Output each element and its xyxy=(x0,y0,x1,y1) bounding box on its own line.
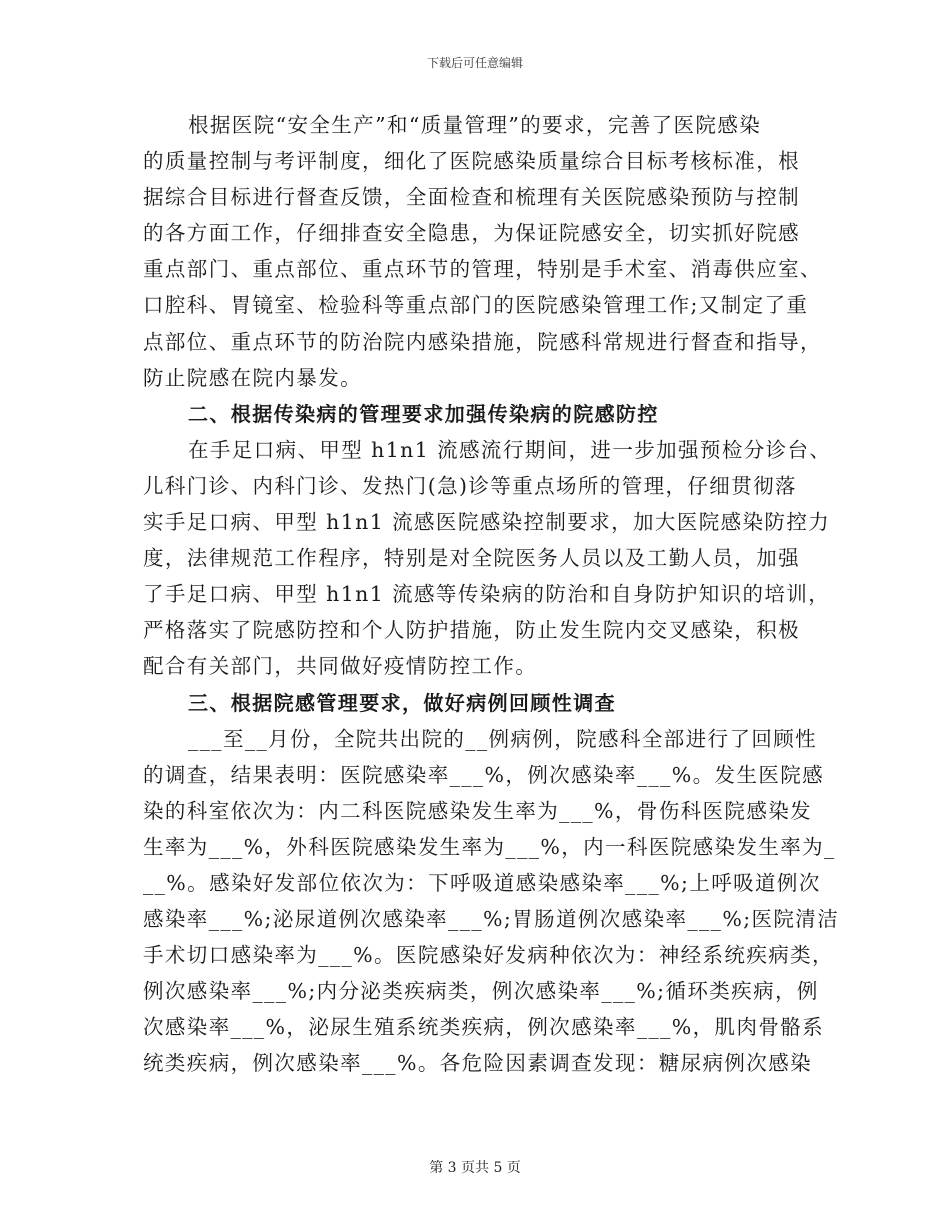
heading-text: 二、根据传染病的管理要求加强传染病的院感防控 xyxy=(188,401,659,426)
text-line: 了手足口病、甲型 h1n1 流感等传染病的防治和自身防护知识的培训， xyxy=(143,582,831,607)
text-line: 配合有关部门，共同做好疫情防控工作。 xyxy=(143,654,538,679)
text-line: 据综合目标进行督查反馈，全面检查和梳理有关医院感染预防与控制 xyxy=(143,185,800,210)
paragraph-quality-management xyxy=(143,107,822,396)
text-line: 严格落实了院感防控和个人防护措施，防止发生院内交叉感染，积极 xyxy=(143,618,800,643)
heading-text: 三、根据院感管理要求，做好病例回顾性调查 xyxy=(188,690,616,715)
text-line: 的各方面工作，仔细排查安全隐患，为保证院感安全，切实抓好院感 xyxy=(143,221,800,246)
text-line: 在手足口病、甲型 h1n1 流感流行期间，进一步加强预检分诊台、 xyxy=(188,437,832,462)
text-line: 生率为___%，外科医院感染发生率为___%，内一科医院感染发生率为_ xyxy=(143,834,836,859)
text-line: 的质量控制与考评制度，细化了医院感染质量综合目标考核标准，根 xyxy=(143,149,800,174)
text-line: 的调查，结果表明：医院感染率___%，例次感染率___%。发生医院感 xyxy=(143,762,825,787)
page-number-footer: 第 3 页共 5 页 xyxy=(429,1160,521,1176)
paragraph-infectious-disease xyxy=(143,432,832,685)
text-line: 统类疾病，例次感染率___%。各危险因素调查发现：糖尿病例次感染 xyxy=(143,1051,813,1076)
text-line: 次感染率___%，泌尿生殖系统类疾病，例次感染率___%，肌肉骨骼系 xyxy=(143,1015,825,1040)
text-line: 儿科门诊、内科门诊、发热门(急)诊等重点场所的管理，仔细贯彻落 xyxy=(143,473,797,498)
section-heading-3 xyxy=(143,685,803,721)
text-line: 实手足口病、甲型 h1n1 流感医院感染控制要求，加大医院感染防控力 xyxy=(143,510,831,535)
text-line: 染的科室依次为：内二科医院感染发生率为___%，骨伤科医院感染发 xyxy=(143,798,813,823)
text-line: 防止院感在院内暴发。 xyxy=(143,365,362,390)
text-line: 感染率___%;泌尿道例次感染率___%;胃肠道例次感染率___%;医院清洁 xyxy=(143,907,840,932)
page-header: 下载后可任意编辑 xyxy=(426,56,523,70)
text-line: 点部位、重点环节的防治院内感染措施，院感科常规进行督查和指导， xyxy=(143,329,822,354)
text-line: 口腔科、胃镜室、检验科等重点部门的医院感染管理工作;又制定了重 xyxy=(143,293,809,318)
text-line: 度，法律规范工作程序，特别是对全院医务人员以及工勤人员，加强 xyxy=(143,546,800,571)
section-heading-2 xyxy=(143,396,803,432)
text-line: 根据医院“安全生产”和“质量管理”的要求，完善了医院感染 xyxy=(188,113,762,137)
text-line: 例次感染率___%;内分泌类疾病类，例次感染率___%;循环类疾病，例 xyxy=(143,979,819,1004)
text-line: ___至__月份，全院共出院的__例病例，院感科全部进行了回顾性 xyxy=(188,726,818,751)
text-line: 重点部门、重点部位、重点环节的管理，特别是手术室、消毒供应室、 xyxy=(143,257,822,282)
text-line: 手术切口感染率为___%。医院感染好发病种依次为：神经系统疾病类， xyxy=(143,943,834,968)
paragraph-retrospective-survey xyxy=(143,721,840,1082)
text-line: __%。感染好发部位依次为：下呼吸道感染感染率___%;上呼吸道例次 xyxy=(143,870,821,895)
document-body xyxy=(143,107,840,1082)
